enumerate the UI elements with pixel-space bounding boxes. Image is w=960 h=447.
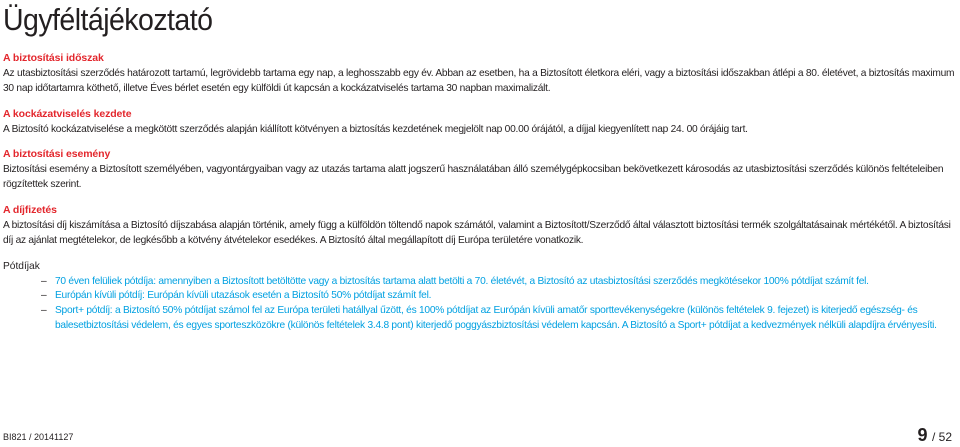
dash-bullet: – xyxy=(41,275,47,287)
section-text: A Biztosító kockázatviselése a megkötött szerződés alapján kiállított kötvényen a biztosítás kezdetének megjelölt nap 00.00 órájától, a díjjal kiegyenlített nap 24. 00 órájáig tart. xyxy=(3,123,748,135)
page-number xyxy=(918,425,952,446)
section-text: Biztosítási esemény a Biztosított személyében, vagyontárgyaiban vagy az utazás tartama alatt jogszerű használatában álló személygépkocsiban bekövetkezett károsodás az utasbiztosítási szerződés különös feltételeiben rögzítettek szerint. xyxy=(3,164,944,191)
surcharges-list xyxy=(3,275,958,334)
section-text: A biztosítási díj kiszámítása a Biztosító díjszabása alapján történik, amely függ a külföldön töltendő napok számától, valamint a Biztosított/Szerződő által választott biztosítási termék szolgáltatásainak mértékétől. A biztosítási díj az ajánlat megtételekor, de legkésőbb a kötvény átvételekor esedékes. A Biztosító által megállapított díj Európa területére vonatkozik. xyxy=(3,219,951,246)
section-premium-payment xyxy=(3,204,958,249)
dash-bullet: – xyxy=(41,305,47,317)
dash-bullet: – xyxy=(41,290,47,302)
document-code: BI821 / 20141127 xyxy=(3,432,74,442)
section-heading: A kockázatviselés kezdete xyxy=(3,107,132,120)
section-insured-event xyxy=(3,148,958,193)
section-heading: A díjfizetés xyxy=(3,203,57,216)
list-item xyxy=(3,304,958,334)
section-heading: A biztosítási időszak xyxy=(3,52,104,64)
list-item-text: 70 éven felüliek pótdíja: amennyiben a Biztosított betöltötte vagy a biztosítás tartama alatt betölti a 70. életévét, a Biztosító az utasbiztosítási szerződés megkötésekor 100% pótdíjat számít fel. xyxy=(55,275,869,287)
page-title: Ügyféltájékoztató xyxy=(3,2,213,37)
section-insurance-period xyxy=(3,52,958,97)
list-item xyxy=(3,289,958,304)
current-page: 9 xyxy=(917,425,928,445)
document-content xyxy=(3,52,958,334)
list-item xyxy=(3,275,958,290)
list-item-text: Sport+ pótdíj: a Biztosító 50% pótdíjat számol fel az Európa területi hatállyal űzött, és 100% pótdíjat az Európán kívüli amatőr sporttevékenységekre (különös feltételek 9. fejezet) is kiterjedő egészség- és balesetbiztosítási védelem, és egyes sporteszközökre (különös feltételek 3.4.8 pont) kiterjedő poggyászbiztosítási védelem kapcsán. A Biztosító a Sport+ pótdíjat a kedvezmények nélküli alapdíjra érvényesíti. xyxy=(55,305,937,331)
section-coverage-start xyxy=(3,108,958,138)
list-item-text: Európán kívüli pótdíj: Európán kívüli utazások esetén a Biztosító 50% pótdíjat számít fel. xyxy=(55,290,432,302)
surcharges-heading: Pótdíjak xyxy=(3,260,40,272)
total-pages: / 52 xyxy=(931,430,952,444)
section-heading: A biztosítási esemény xyxy=(3,148,111,161)
section-text: Az utasbiztosítási szerződés határozott tartamú, legrövidebb tartama egy nap, a leghosszabb egy év. Abban az esetben, ha a Biztosított életkora eléri, vagy a biztosítási időszakban átlépi a 80. életévet, a biztosítás maximum 30 nap időtartamra köthető, illetve Éves bérlet esetén egy külföldi út kapcsán a kockázatviselés tartama 30 napban maximalizált. xyxy=(3,68,955,94)
